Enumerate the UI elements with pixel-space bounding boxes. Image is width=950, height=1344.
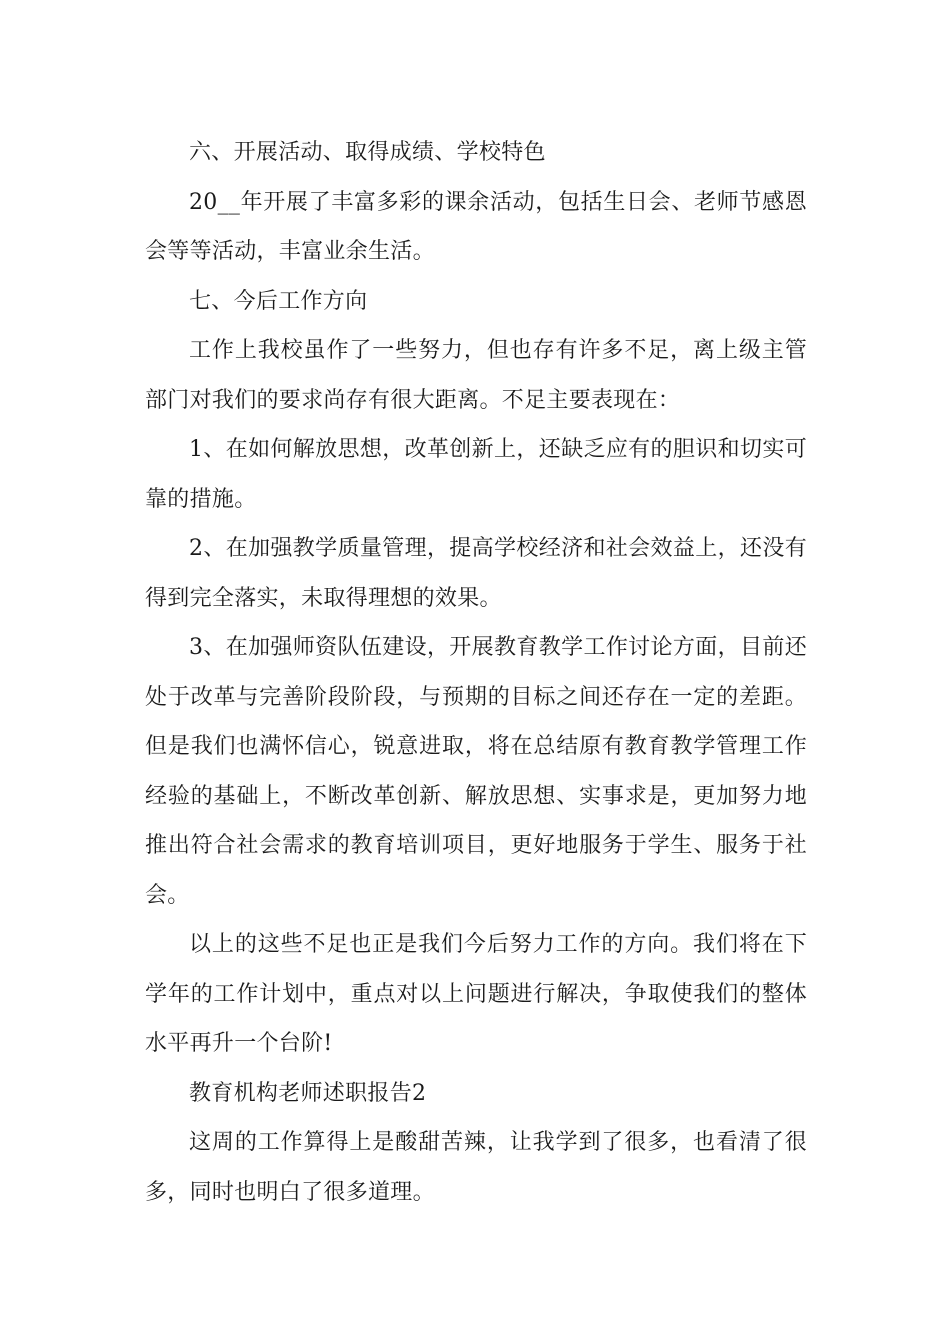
paragraph-activities: 20__年开展了丰富多彩的课余活动，包括生日会、老师节感恩会等等活动，丰富业余生活。 [145, 189, 807, 264]
list-item-shortcoming-2: 2、在加强教学质量管理，提高学校经济和社会效益上，还没有得到完全落实，未取得理想的效果。 [145, 536, 807, 611]
report-title-2: 教育机构老师述职报告2 [189, 1080, 427, 1106]
paragraph-shortcomings-intro: 工作上我校虽作了一些努力，但也存有许多不足，离上级主管部门对我们的要求尚存有很大距离。不足主要表现在： [145, 338, 807, 413]
section-heading-future-direction: 七、今后工作方向 [189, 288, 368, 314]
list-item-shortcoming-1: 1、在如何解放思想，改革创新上，还缺乏应有的胆识和切实可靠的措施。 [145, 437, 807, 512]
section-heading-activities: 六、开展活动、取得成绩、学校特色 [189, 140, 546, 165]
paragraph-conclusion: 以上的这些不足也正是我们今后努力工作的方向。我们将在下学年的工作计划中，重点对以上问题进行解决，争取使我们的整体水平再升一个台阶! [145, 932, 807, 1056]
list-item-shortcoming-3: 3、在加强师资队伍建设，开展教育教学工作讨论方面，目前还处于改革与完善阶段阶段，与预期的目标之间还存在一定的差距。但是我们也满怀信心，锐意进取，将在总结原有教育教学管理工作经验的基础上，不断改革创新、解放思想、实事求是，更加努力地推出符合社会需求的教育培训项目，更好地服务于学生、服务于社会。 [145, 635, 807, 908]
document-body [145, 128, 807, 1217]
paragraph-report-2-intro: 这周的工作算得上是酸甜苦辣，让我学到了很多，也看清了很多，同时也明白了很多道理。 [145, 1130, 807, 1205]
